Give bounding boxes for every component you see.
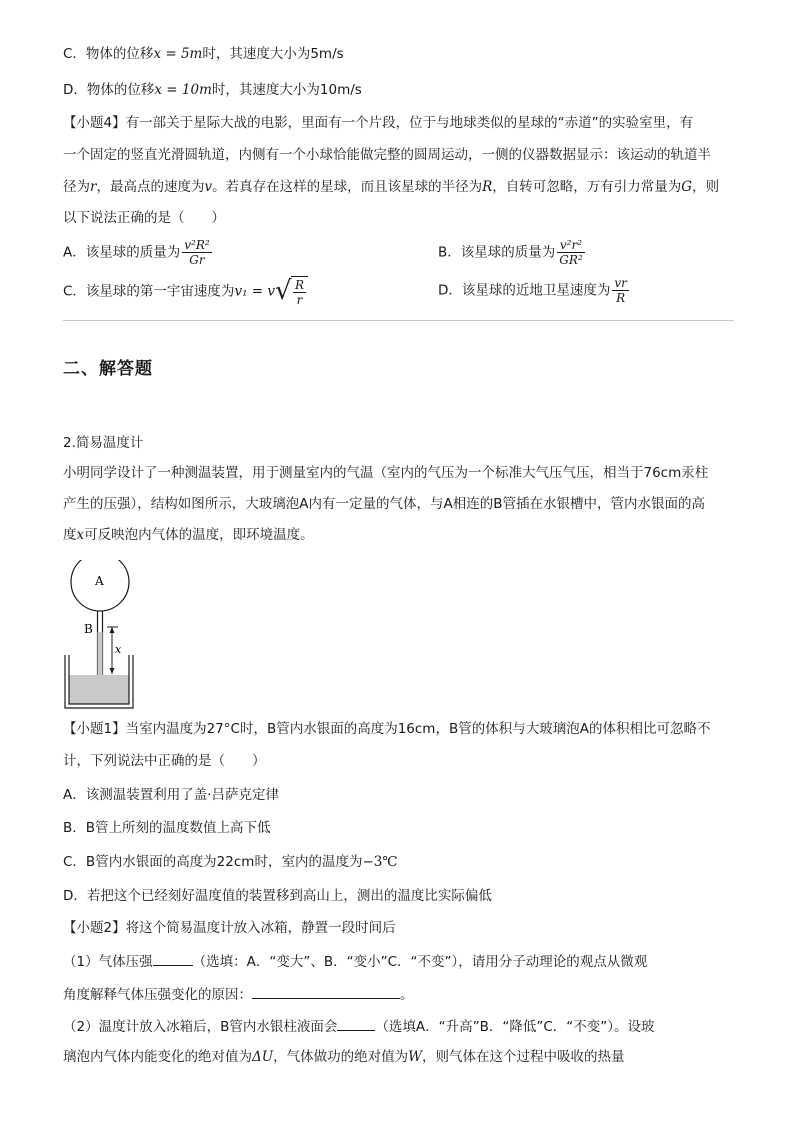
answer-blank[interactable] [337, 1016, 375, 1031]
q2-sub1-option-b[interactable]: B．B管上所刻的温度数值上高下低 [63, 820, 271, 836]
q2-para-line-1: 小明同学设计了一种测温装置，用于测量室内的气温（室内的气压为一个标准大气压气压，相当于76cm汞柱 [63, 465, 709, 481]
prev-option-d: D．物体的位移x = 10m时，其速度大小为10m/s [63, 82, 362, 98]
q4-stem-line-3: 径为r，最高点的速度为v。若真存在这样的星球，而且该星球的半径为R，自转可忽略，万有引力常量为G，则 [63, 179, 720, 195]
q2-sub2-part1-line-1: （1）气体压强 （选填：A．“变大”、B．“变小”C．“不变”），请用分子动理论的观点从微观 [63, 951, 647, 972]
q2-sub1-line-2: 计，下列说法中正确的是（ ） [63, 753, 266, 769]
q2-title: 2.简易温度计 [63, 435, 144, 451]
q4-stem-line-4: 以下说法正确的是（ ） [63, 210, 225, 226]
thermometer-diagram [60, 560, 150, 712]
q4-option-d[interactable]: D．该星球的近地卫星速度为 $\frac{vr}{R}$ [438, 276, 627, 305]
q2-para-line-2: 产生的压强），结构如图所示，大玻璃泡A内有一定量的气体，与A相连的B管插在水银槽中，管内水银面的高 [63, 496, 705, 512]
q4-stem-line-1: 【小题4】有一部关于星际大战的电影，里面有一个片段，位于与地球类似的星球的“赤道”的实验室里，有 [63, 115, 694, 131]
sqrt-symbol: √ $\frac{R}{r}$ [275, 276, 308, 307]
prev-option-c: C．物体的位移x = 5m时，其速度大小为5m/s [63, 46, 344, 62]
label-a: A [95, 574, 104, 588]
label-x: x [115, 643, 122, 656]
q4-option-c[interactable]: C．该星球的第一宇宙速度为v₁ = v √ $\frac{R}{r}$ [63, 276, 308, 307]
q4-stem-line-2: 一个固定的竖直光滑圆轨道，内侧有一个小球恰能做完整的圆周运动，一侧的仪器数据显示：该运动的轨道半 [63, 147, 711, 163]
label-b: B [84, 622, 93, 636]
q2-sub1-line-1: 【小题1】当室内温度为27°C时，B管内水银面的高度为16cm，B管的体积与大玻璃泡A的体积相比可忽略不 [63, 721, 711, 737]
q2-sub1-option-c[interactable]: C．B管内水银面的高度为22cm时，室内的温度为−3℃ [63, 854, 398, 870]
answer-blank[interactable] [252, 984, 400, 999]
section-divider [63, 320, 734, 321]
q2-sub2-part1-line-2: 角度解释气体压强变化的原因： 。 [63, 984, 414, 1005]
mercury-column [98, 632, 103, 690]
formula-fraction: $\frac{\text{v²r²}}{\text{GR²}}$ [559, 238, 583, 267]
q2-sub2-part2-line-2: 璃泡内气体内能变化的绝对值为ΔU，气体做功的绝对值为W，则气体在这个过程中吸收的热量 [63, 1049, 625, 1065]
q2-sub2-line-1: 【小题2】将这个简易温度计放入冰箱，静置一段时间后 [63, 920, 396, 936]
answer-blank[interactable] [153, 951, 193, 966]
q2-para-line-3: 度x可反映泡内气体的温度，即环境温度。 [63, 527, 314, 543]
q2-sub2-part2-line-1: （2）温度计放入冰箱后，B管内水银柱液面会 （选填A．“升高”B．“降低”C．“不变”）。设玻 [63, 1016, 655, 1037]
q4-option-a[interactable]: A．该星球的质量为 $\frac{\text{v²R²}}{Gr}$ [63, 238, 210, 267]
q2-sub1-option-a[interactable]: A．该测温装置利用了盖·吕萨克定律 [63, 787, 280, 803]
q4-option-b[interactable]: B．该星球的质量为 $\frac{\text{v²r²}}{\text{GR²}}$ [438, 238, 583, 267]
section-title: 二、解答题 [63, 359, 153, 379]
q2-sub1-option-d[interactable]: D．若把这个已经刻好温度值的装置移到高山上，测出的温度比实际偏低 [63, 888, 492, 904]
formula-fraction: $\frac{vr}{R}$ [614, 276, 627, 305]
formula-fraction: $\frac{\text{v²R²}}{Gr}$ [184, 238, 210, 267]
